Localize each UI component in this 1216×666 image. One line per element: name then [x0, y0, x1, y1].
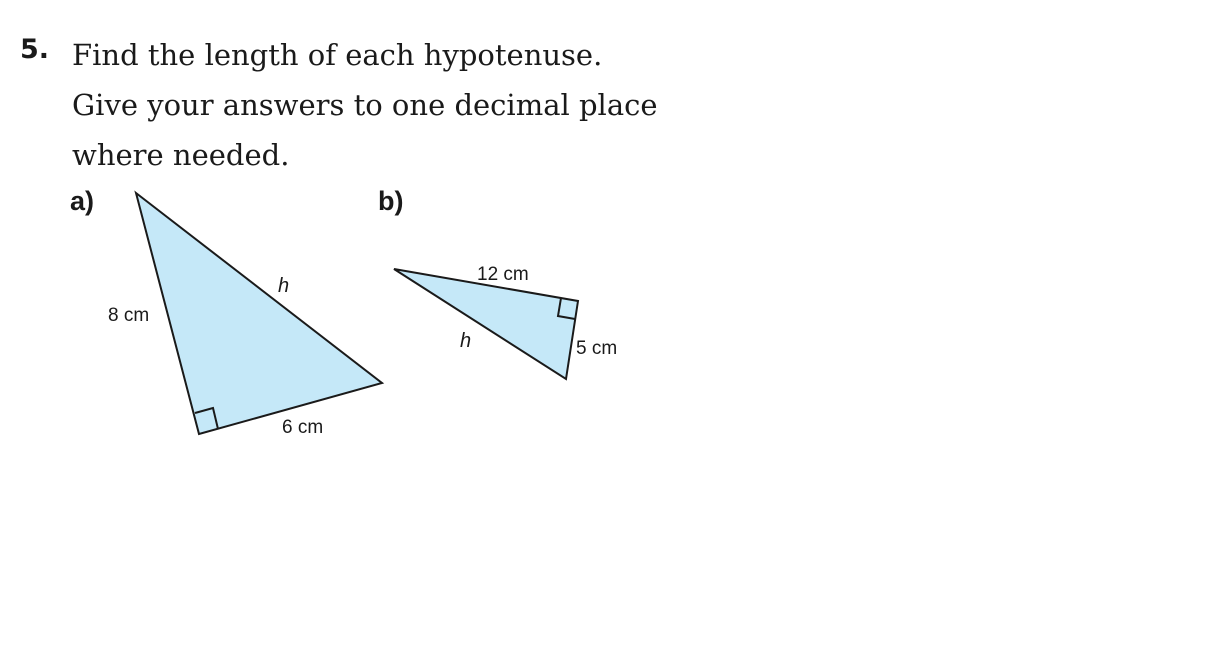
part-b-label: b) — [378, 186, 404, 216]
triangle-b — [394, 264, 617, 379]
triangle-a-shape — [136, 193, 382, 434]
question-number: 5. — [20, 34, 50, 65]
triangle-b-top-side-label: 12 cm — [477, 264, 529, 285]
triangle-a — [108, 193, 382, 438]
question-line-2: Give your answers to one decimal place — [72, 88, 658, 122]
triangle-a-vertical-side-label: 8 cm — [108, 305, 150, 326]
part-a-label: a) — [70, 186, 95, 216]
question-line-1: Find the length of each hypotenuse. — [72, 38, 603, 72]
triangle-a-hypotenuse-label: h — [278, 275, 290, 297]
triangle-b-hypotenuse-label: h — [460, 330, 472, 352]
triangle-a-base-label: 6 cm — [282, 417, 324, 438]
triangle-b-shape — [394, 269, 578, 379]
triangle-b-right-side-label: 5 cm — [576, 338, 618, 359]
question-line-3: where needed. — [72, 138, 290, 172]
